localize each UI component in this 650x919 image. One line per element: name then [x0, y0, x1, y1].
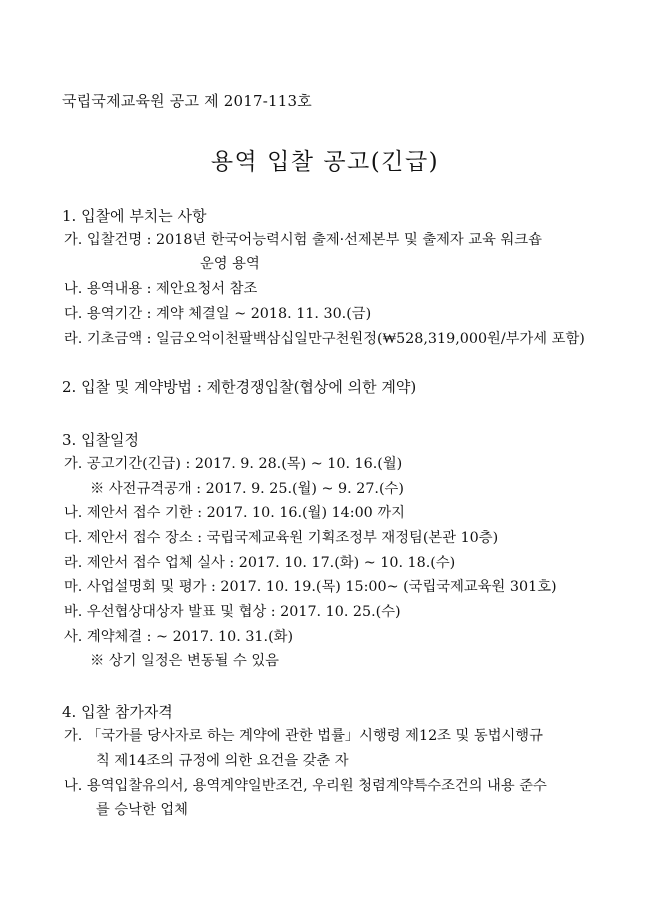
item-contract-signing: 사. 계약체결 : ~ 2017. 10. 31.(화): [64, 629, 294, 645]
note-schedule-change: ※ 상기 일정은 변동될 수 있음: [90, 653, 279, 669]
item-submission-place: 다. 제안서 접수 장소 : 국립국제교육원 기획조정부 재정팀(본관 10층): [64, 530, 499, 546]
section-heading-1: 1. 입찰에 부치는 사항: [62, 207, 207, 225]
item-briefing-evaluation: 마. 사업설명회 및 평가 : 2017. 10. 19.(목) 15:00~ (국립국제교육원 301호): [64, 579, 557, 595]
item-qualification-terms-continued: 를 승낙한 업체: [96, 802, 188, 818]
section-heading-2: 2. 입찰 및 계약방법 : 제한경쟁입찰(협상에 의한 계약): [62, 378, 417, 396]
item-qualification-law: 가. 「국가를 당사자로 하는 계약에 관한 법률」시행령 제12조 및 동법시행규: [64, 728, 543, 744]
item-service-period: 다. 용역기간 : 계약 체결일 ~ 2018. 11. 30.(금): [64, 306, 372, 322]
item-notice-period: 가. 공고기간(긴급) : 2017. 9. 28.(목) ~ 10. 16.(월): [64, 456, 403, 472]
item-submission-deadline: 나. 제안서 접수 기한 : 2017. 10. 16.(월) 14:00 까지: [64, 505, 405, 521]
item-base-amount: 라. 기초금액 : 일금오억이천팔백삼십일만구천원정(₩528,319,000원/부가세 포함): [64, 331, 585, 347]
section-heading-3: 3. 입찰일정: [62, 431, 140, 449]
item-bid-title: [64, 229, 592, 249]
note-pre-disclosure: ※ 사전규격공개 : 2017. 9. 25.(월) ~ 9. 27.(수): [90, 481, 404, 497]
page-title: 용역 입찰 공고(긴급): [210, 149, 440, 175]
item-qualification-terms: 나. 용역입찰유의서, 용역계약일반조건, 우리원 청렴계약특수조건의 내용 준수: [64, 778, 547, 794]
item-inspection: 라. 제안서 접수 업체 실사 : 2017. 10. 17.(화) ~ 10. 18.(수): [64, 555, 456, 571]
item-bid-title-text: 가. 입찰건명 : 2018년 한국어능력시험 출제·선제본부 및 출제자 교육 워크숍: [64, 232, 542, 248]
item-qualification-law-continued: 칙 제14조의 규정에 의한 요건을 갖춘 자: [96, 753, 349, 769]
section-heading-4: 4. 입찰 참가자격: [62, 703, 173, 721]
item-negotiation: 바. 우선협상대상자 발표 및 협상 : 2017. 10. 25.(수): [64, 604, 401, 620]
item-bid-title-continued: 운영 용역: [200, 256, 260, 272]
notice-number: 국립국제교육원 공고 제 2017-113호: [62, 92, 312, 110]
item-service-content: 나. 용역내용 : 제안요청서 참조: [64, 281, 258, 297]
